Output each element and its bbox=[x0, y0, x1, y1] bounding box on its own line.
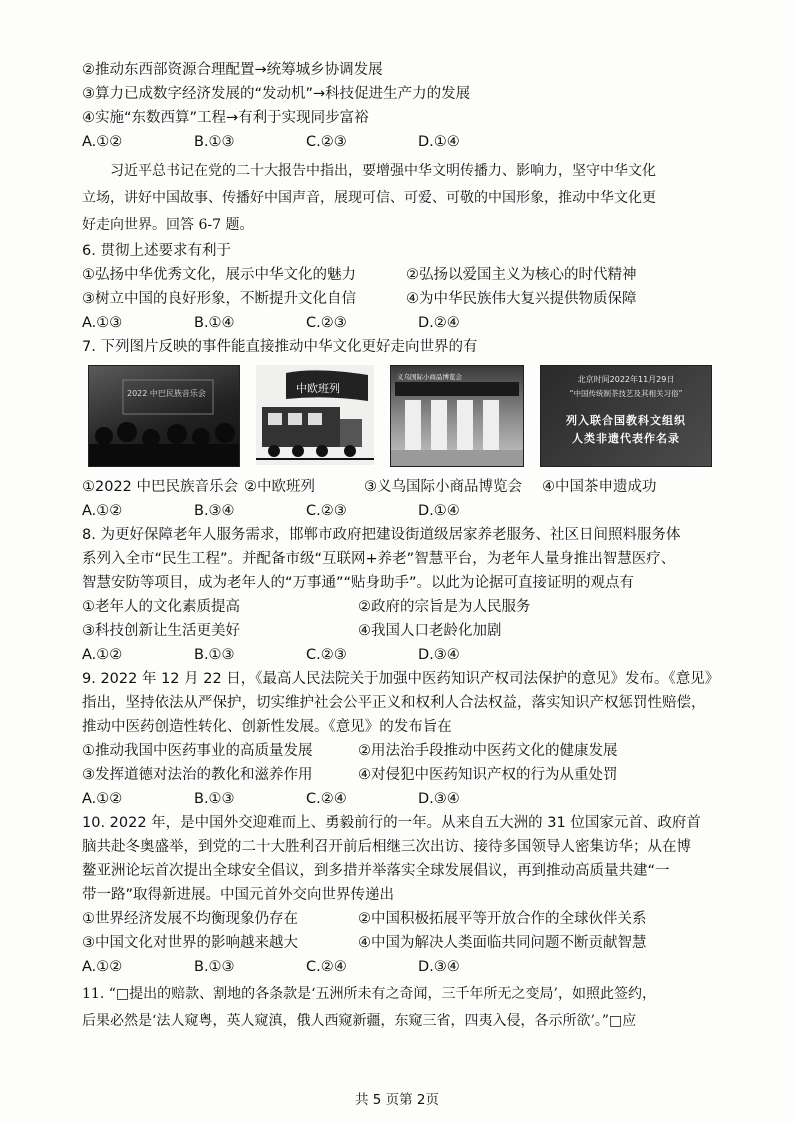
q6-option-1: ①弘扬中华优秀文化，展示中华文化的魅力 bbox=[82, 267, 356, 283]
q10-option-1: ①世界经济发展不均衡现象仍存在 bbox=[82, 911, 298, 927]
caption-2: ②中欧班列 bbox=[244, 479, 315, 495]
q9-option-2: ②用法治手段推动中医药文化的健康发展 bbox=[358, 743, 618, 759]
q8-option-2: ②政府的宗旨是为人民服务 bbox=[358, 599, 531, 615]
choice-b: B.①④ bbox=[194, 315, 235, 331]
choice-c: C.②③ bbox=[306, 315, 347, 331]
poster-headline: 列入联合国教科文组织 bbox=[566, 414, 686, 427]
q9-line: 9. 2022 年 12 月 22 日，《最高人民法院关于加强中医药知识产权司法保护的意见》发布。《意见》 bbox=[82, 671, 720, 687]
q10-line: 脑共赴冬奥盛举，到党的二十大胜利召开前后相继三次出访、接待多国领导人密集访华；从在博 bbox=[82, 839, 691, 855]
choice-b: B.①③ bbox=[194, 647, 235, 663]
concert-photo bbox=[88, 365, 240, 467]
q10-option-3: ③中国文化对世界的影响越来越大 bbox=[82, 935, 298, 951]
q5-choices bbox=[82, 130, 724, 154]
q9-options-row bbox=[82, 763, 724, 787]
q7-captions bbox=[82, 475, 724, 499]
expo-banner-text: 义乌国际小商品博览会 bbox=[397, 373, 462, 381]
q8-option-4: ④我国人口老龄化加剧 bbox=[358, 623, 502, 639]
q10-options-row bbox=[82, 931, 724, 955]
q8-options-row bbox=[82, 619, 724, 643]
choice-b: B.③④ bbox=[194, 503, 235, 519]
caption-3: ③义乌国际小商品博览会 bbox=[364, 479, 522, 495]
q9-option-4: ④对侵犯中医药知识产权的行为从重处罚 bbox=[358, 767, 618, 783]
q6-choices bbox=[82, 311, 724, 335]
choice-c: C.②④ bbox=[306, 959, 347, 975]
choice-a: A.①② bbox=[82, 134, 123, 150]
q5-option-4: ④实施“东数西算”工程→有利于实现同步富裕 bbox=[82, 110, 369, 126]
passage-line: 好走向世界。回答 6-7 题。 bbox=[82, 217, 254, 233]
choice-a: A.①② bbox=[82, 503, 123, 519]
q8-line: 8. 为更好保障老年人服务需求，邯郸市政府把建设街道级居家养老服务、社区日间照料服务体 bbox=[82, 527, 681, 543]
choice-d: D.③④ bbox=[418, 791, 460, 807]
q10-option-2: ②中国积极拓展平等开放合作的全球伙伴关系 bbox=[358, 911, 647, 927]
choice-c: C.②③ bbox=[306, 134, 347, 150]
q9-options-row bbox=[82, 739, 724, 763]
q8-option-1: ①老年人的文化素质提高 bbox=[82, 599, 240, 615]
q10-choices bbox=[82, 955, 724, 979]
choice-b: B.①③ bbox=[194, 959, 235, 975]
q10-line: 带一路”取得新进展。中国元首外交向世界传递出 bbox=[82, 887, 395, 903]
q9-option-1: ①推动我国中医药事业的高质量发展 bbox=[82, 743, 313, 759]
q9-line: 指出，坚持依法从严保护，切实维护社会公平正义和权利人合法权益，落实知识产权惩罚性赔偿， bbox=[82, 695, 706, 711]
train-banner-text: 中欧班列 bbox=[296, 382, 340, 395]
passage-line: 立场，讲好中国故事、传播好中国声音，展现可信、可爱、可敬的中国形象，推动中华文化更 bbox=[82, 190, 656, 206]
q8-line: 系列入全市“民生工程”。并配备市级“互联网+养老”智慧平台，为老年人量身推出智慧医疗、 bbox=[82, 551, 676, 567]
q9-choices bbox=[82, 787, 724, 811]
q11-line: 11. “□提出的赔款、割地的各条款是‘五洲所未有之奇闻，三千年所无之变局’，如照此签约， bbox=[82, 986, 656, 1002]
choice-d: D.①④ bbox=[418, 503, 460, 519]
q6-options-row bbox=[82, 287, 724, 311]
train-icon bbox=[256, 365, 374, 465]
caption-4: ④中国茶申遗成功 bbox=[542, 479, 657, 495]
q6-option-3: ③树立中国的良好形象，不断提升文化自信 bbox=[82, 291, 356, 307]
concert-banner-text: 2022 中巴民族音乐会 bbox=[127, 389, 206, 398]
q10-option-4: ④中国为解决人类面临共同问题不断贡献智慧 bbox=[358, 935, 647, 951]
choice-c: C.②④ bbox=[306, 791, 347, 807]
q9-line: 推动中医药创造性转化、创新性发展。《意见》的发布旨在 bbox=[82, 719, 452, 735]
expo-photo bbox=[390, 365, 524, 467]
choice-d: D.③④ bbox=[418, 647, 460, 663]
caption-1: ①2022 中巴民族音乐会 bbox=[82, 479, 239, 495]
q6-options-row bbox=[82, 263, 724, 287]
q11-line: 后果必然是‘法人窥粤，英人窥滇，俄人西窥新疆，东窥三省，四夷入侵，各示所欲’。”□应 bbox=[82, 1013, 637, 1029]
choice-a: A.①③ bbox=[82, 315, 123, 331]
q6-option-2: ②弘扬以爱国主义为核心的时代精神 bbox=[406, 267, 637, 283]
choice-d: D.③④ bbox=[418, 959, 460, 975]
choice-b: B.①③ bbox=[194, 134, 235, 150]
train-illustration bbox=[256, 365, 374, 465]
choice-a: A.①② bbox=[82, 647, 123, 663]
q7-images bbox=[88, 365, 724, 471]
tea-heritage-poster bbox=[540, 365, 712, 467]
q5-option-2: ②推动东西部资源合理配置→统筹城乡协调发展 bbox=[82, 62, 383, 78]
q9-option-3: ③发挥道德对法治的教化和滋养作用 bbox=[82, 767, 313, 783]
q7-choices bbox=[82, 499, 724, 523]
crowd-silhouette-icon bbox=[89, 366, 239, 466]
q10-line: 鳌亚洲论坛首次提出全球安全倡议，到多措并举落实全球发展倡议，再到推动高质量共建“一 bbox=[82, 863, 670, 879]
choice-a: A.①② bbox=[82, 959, 123, 975]
choice-a: A.①② bbox=[82, 791, 123, 807]
q10-options-row bbox=[82, 907, 724, 931]
q7-stem: 7. 下列图片反映的事件能直接推动中华文化更好走向世界的有 bbox=[82, 339, 478, 355]
choice-c: C.②③ bbox=[306, 503, 347, 519]
choice-d: D.②④ bbox=[418, 315, 460, 331]
choice-c: C.②③ bbox=[306, 647, 347, 663]
q6-option-4: ④为中华民族伟大复兴提供物质保障 bbox=[406, 291, 637, 307]
q6-stem: 6. 贯彻上述要求有利于 bbox=[82, 243, 231, 259]
q8-choices bbox=[82, 643, 724, 667]
poster-headline: 人类非遗代表作名录 bbox=[572, 432, 680, 445]
poster-subtitle: “中国传统制茶技艺及其相关习俗” bbox=[569, 389, 683, 398]
q8-line: 智慧安防等项目，成为老年人的“万事通”“贴身助手”。以此为论据可直接证明的观点有 bbox=[82, 575, 635, 591]
q8-options-row bbox=[82, 595, 724, 619]
poster-date: 北京时间2022年11月29日 bbox=[577, 375, 675, 384]
choice-b: B.①③ bbox=[194, 791, 235, 807]
q11 bbox=[82, 981, 724, 1035]
passage bbox=[82, 158, 724, 239]
q5-option-3: ③算力已成数字经济发展的“发动机”→科技促进生产力的发展 bbox=[82, 86, 471, 102]
passage-line: 习近平总书记在党的二十大报告中指出，要增强中华文明传播力、影响力，坚守中华文化 bbox=[110, 163, 656, 179]
choice-d: D.①④ bbox=[418, 134, 460, 150]
q10-line: 10. 2022 年，是中国外交迎难而上、勇毅前行的一年。从来自五大洲的 31 位国家元首、政府首 bbox=[82, 815, 701, 831]
building-icon bbox=[391, 366, 523, 466]
page-footer: 共 5 页第 2页 bbox=[354, 1092, 440, 1108]
q8-option-3: ③科技创新让生活更美好 bbox=[82, 623, 240, 639]
